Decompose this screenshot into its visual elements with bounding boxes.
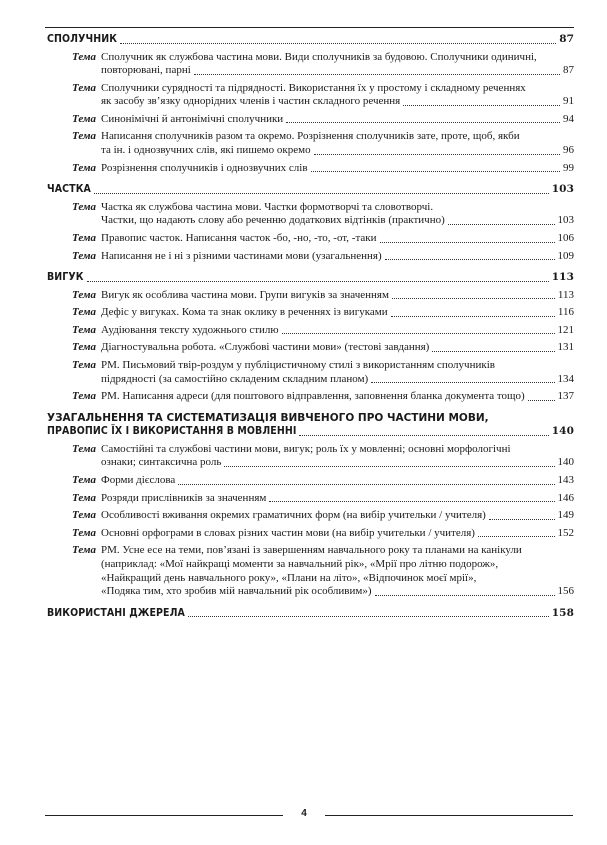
page-footer: [0, 803, 607, 827]
toc-entry: Тема Правопис часток. Написання часток -бо, -но, -то, -от, -таки 106: [72, 231, 574, 244]
toc-entry: Тема Вигук як особлива частина мови. Групи вигуків за значенням 113: [72, 288, 574, 301]
footer-rule-right: [325, 815, 573, 816]
footer-rule-left: [45, 815, 283, 816]
toc-entry: Тема Самостійні та службові частини мови, вигук; роль їх у мовленні; основні морфологічні ознаки; синтаксична роль 140: [72, 442, 574, 469]
toc-entry: Тема РМ. Усне есе на теми, пов’язані із завершенням навчального року та планами на канікули (наприклад: «Мої найкращі моменти за навчальний рік», «Мрії про літню подорож», «Найкращий день навчального року», «Плани на літо», «Відпочинок моєї мрії», «Подяка тим, хто зробив мій навчальний рік особливим») 156: [72, 544, 574, 598]
toc-section-heading: УЗАГАЛЬНЕННЯ ТА СИСТЕМАТИЗАЦІЯ ВИВЧЕНОГО ПРО ЧАСТИНИ МОВИ, ПРАВОПИС ЇХ І ВИКОРИСТАННЯ В МОВЛЕННІ 140: [47, 411, 574, 438]
toc-entry: Тема РМ. Написання адреси (для поштового відправлення, заповнення бланка документа тощо) 137: [72, 390, 574, 403]
toc-section-heading: СПОЛУЧНИК 87: [47, 33, 574, 45]
toc-entry: Тема Діагностувальна робота. «Службові частини мови» (тестові завдання) 131: [72, 341, 574, 354]
toc-entry: Тема Написання не і ні з різними частинами мови (узагальнення) 109: [72, 249, 574, 262]
toc-entry: Тема Сполучник як службова частина мови. Види сполучників за будовою. Сполучники одиничні, повторювані, парні 87: [72, 50, 574, 77]
toc-entry: Тема Особливості вживання окремих граматичних форм (на вибір учительки / учителя) 149: [72, 509, 574, 522]
toc-entry: Тема Синонімічні й антонімічні сполучники 94: [72, 112, 574, 125]
toc-entry: Тема Написання сполучників разом та окремо. Розрізнення сполучників зате, проте, щоб, якби та ін. і однозвучних слів, які пишемо окремо 96: [72, 130, 574, 157]
toc-entry: Тема Дефіс у вигуках. Кома та знак оклику в реченнях із вигуками 116: [72, 306, 574, 319]
toc-entry: Тема Розряди прислівників за значенням 146: [72, 491, 574, 504]
toc-section-heading: ВИГУК 113: [47, 271, 574, 284]
toc-section-heading: ВИКОРИСТАНІ ДЖЕРЕЛА 158: [47, 606, 574, 619]
page-number: 4: [301, 808, 307, 819]
toc-entry: Тема Сполучники сурядності та підрядності. Використання їх у простому і складному реченнях як засобу зв’язку однорідних членів і частин складного речення 91: [72, 81, 574, 108]
top-rule: [45, 27, 574, 28]
table-of-contents: [47, 30, 574, 624]
toc-entry: Тема Основні орфограми в словах різних частин мови (на вибір учительки / учителя) 152: [72, 526, 574, 539]
toc-entry: Тема Частка як службова частина мови. Частки формотворчі та словотворчі. Частки, що надають слову або реченню додаткових відтінків (практично) 103: [72, 200, 574, 227]
toc-entry: Тема Аудіювання тексту художнього стилю 121: [72, 323, 574, 336]
toc-entry: Тема Форми дієслова 143: [72, 473, 574, 486]
toc-section-heading: ЧАСТКА 103: [47, 183, 574, 196]
toc-entry: Тема Розрізнення сполучників і однозвучних слів 99: [72, 161, 574, 174]
toc-entry: Тема РМ. Письмовий твір-роздум у публіцистичному стилі з використанням сполучників підрядності (за самостійно складеним складним планом) 134: [72, 359, 574, 385]
